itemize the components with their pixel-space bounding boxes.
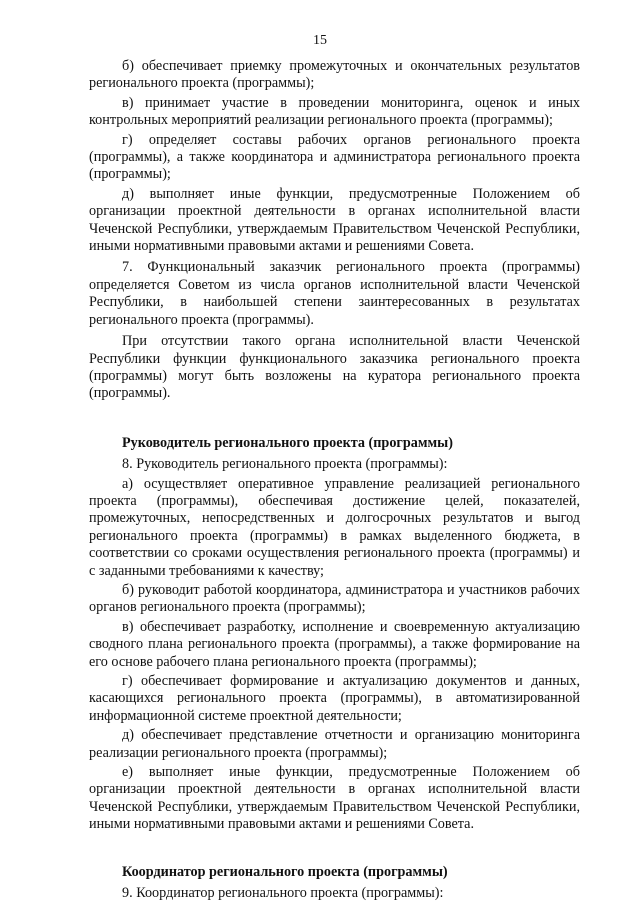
paragraph-1b: б) обеспечивает приемку промежуточных и окончательных результатов регионального проекта (программы); — [89, 58, 580, 92]
paragraph-8g: г) обеспечивает формирование и актуализацию документов и данных, касающихся регионального проекта (программы), в автоматизированной информационной системе проектной деятельности; — [89, 673, 580, 724]
paragraph-7-note: При отсутствии такого органа исполнительной власти Чеченской Республики функции функционального заказчика регионального проекта (программы) могут быть возложены на куратора регионального проекта (программы). — [89, 333, 580, 402]
paragraph-8b: б) руководит работой координатора, администратора и участников рабочих органов регионального проекта (программы); — [89, 581, 580, 616]
paragraph-8d: д) обеспечивает представление отчетности и организацию мониторинга реализации регионального проекта (программы); — [89, 727, 580, 761]
paragraph-1g: г) определяет составы рабочих органов регионального проекта (программы), а также координатора и администратора регионального проекта (программы); — [89, 131, 580, 183]
section-heading-project-leader: Руководитель регионального проекта (программы) — [122, 434, 453, 451]
paragraph-8: 8. Руководитель регионального проекта (программы): — [122, 456, 448, 473]
section-heading-coordinator: Координатор регионального проекта (программы) — [122, 863, 448, 880]
paragraph-8v: в) обеспечивает разработку, исполнение и своевременную актуализацию сводного плана регионального проекта (программы), а также формирование на его основе рабочего плана регионального проекта (программы); — [89, 618, 580, 670]
paragraph-8a: а) осуществляет оперативное управление реализацией регионального проекта (программы), обеспечивая достижение целей, показателей, промежуточных, непосредственных и долгосрочных результатов и выгод регионального проекта (программы) в рамках выделенного бюджета, в соответствии со сроками осуществления регионального проекта (программы) и с заданными требованиями к качеству; — [89, 475, 580, 579]
paragraph-1d: д) выполняет иные функции, предусмотренные Положением об организации проектной деятельности в органах исполнительной власти Чеченской Республики, утверждаемым Правительством Чеченской Республики, иными нормативными правовыми актами и решениями Совета. — [89, 185, 580, 255]
paragraph-8e: е) выполняет иные функции, предусмотренные Положением об организации проектной деятельности в органах исполнительной власти Чеченской Республики, утверждаемым Правительством Чеченской Республики, иными нормативными правовыми актами и решениями Совета. — [89, 764, 580, 833]
paragraph-7: 7. Функциональный заказчик регионального проекта (программы) определяется Советом из числа органов исполнительной власти Чеченской Республики, в наибольшей степени заинтересованных в результатах регионального проекта (программы). — [89, 259, 580, 328]
page-number: 15 — [313, 33, 327, 48]
paragraph-1v: в) принимает участие в проведении мониторинга, оценок и иных контрольных мероприятий реализации регионального проекта (программы); — [89, 94, 580, 129]
paragraph-9: 9. Координатор регионального проекта (программы): — [122, 885, 444, 902]
document-body — [89, 58, 580, 902]
